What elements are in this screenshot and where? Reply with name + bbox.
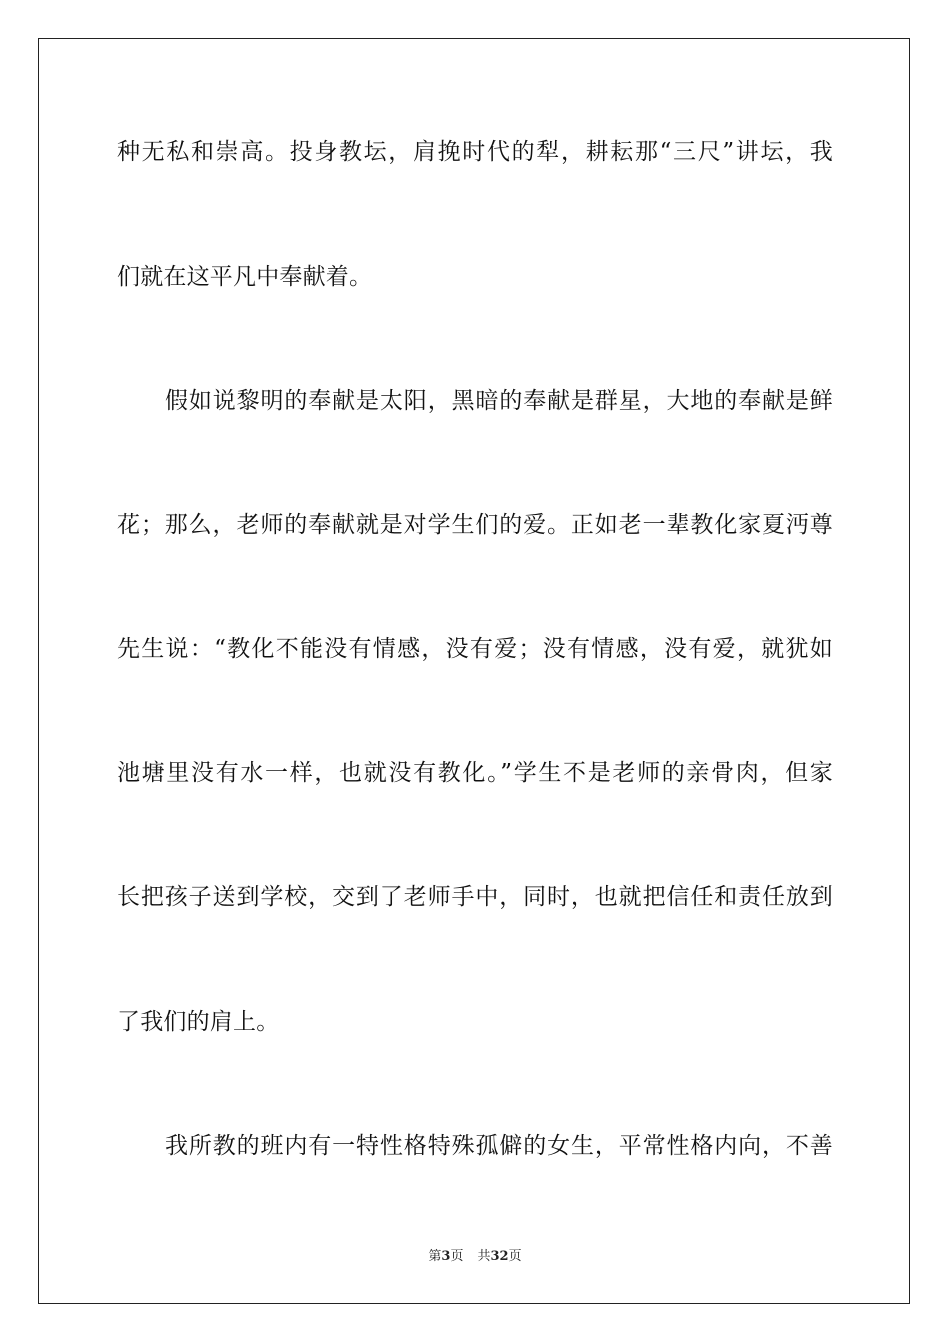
text-line-5: 先生说：“教化不能没有情感，没有爱；没有情感，没有爱，就犹如 [117,636,833,662]
page-footer [0,1248,950,1266]
text-line-2: 们就在这平凡中奉献着。 [117,264,373,290]
text-line-4: 花；那么，老师的奉献就是对学生们的爱。正如老一辈教化家夏沔尊 [117,512,833,538]
text-line-3: 假如说黎明的奉献是太阳，黑暗的奉献是群星，大地的奉献是鲜 [165,388,833,414]
text-line-8: 了我们的肩上。 [117,1009,280,1035]
text-line-7: 长把孩子送到学校，交到了老师手中，同时，也就把信任和责任放到 [117,884,833,910]
page-number: 3 [441,1249,451,1264]
page-suffix: 页 [450,1249,464,1264]
total-prefix: 共 [477,1249,491,1264]
text-line-1: 种无私和崇高。投身教坛，肩挽时代的犁，耕耘那“三尺”讲坛，我 [117,139,833,165]
total-pages: 32 [490,1249,509,1264]
text-line-6: 池塘里没有水一样，也就没有教化。”学生不是老师的亲骨肉，但家 [117,760,833,786]
page-prefix: 第 [428,1249,442,1264]
total-suffix: 页 [508,1249,522,1264]
page-border [38,38,910,1304]
text-line-9: 我所教的班内有一特性格特殊孤僻的女生，平常性格内向，不善 [165,1133,833,1159]
